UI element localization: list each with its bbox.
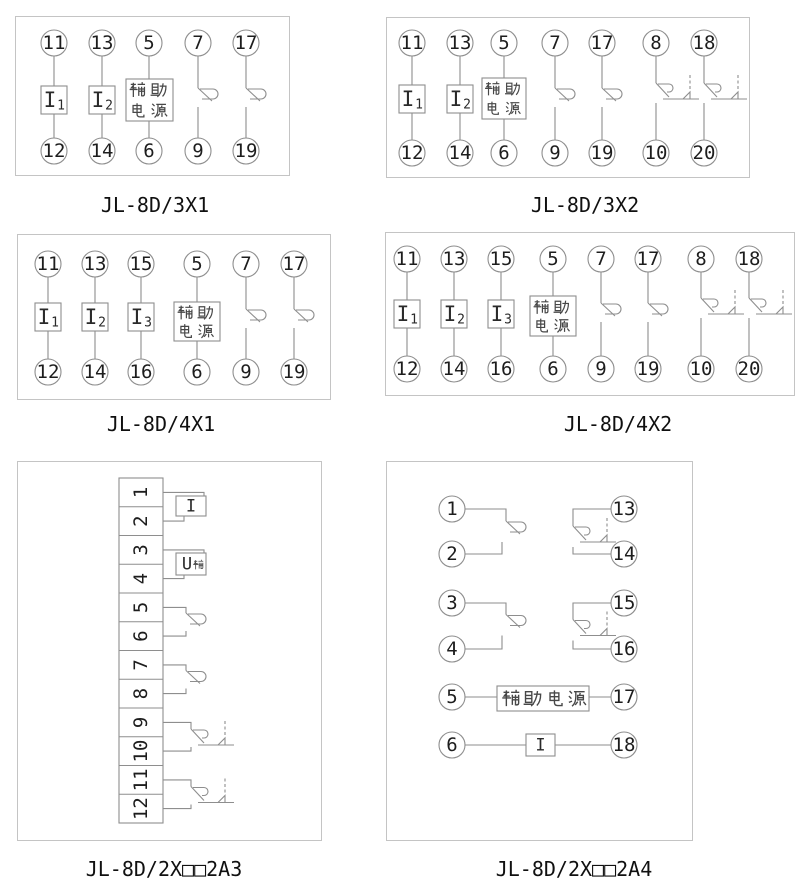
terminal <box>643 30 669 56</box>
no-contact-icon <box>246 88 266 101</box>
terminal-number: 10 <box>689 358 713 380</box>
terminal <box>185 138 211 164</box>
terminal <box>41 138 67 164</box>
terminal-number: 11 <box>130 768 152 792</box>
terminal-number: 14 <box>90 140 114 162</box>
terminal <box>611 590 637 616</box>
terminal-number: 1 <box>446 498 458 520</box>
panel-caption: JL-8D/4X1 <box>106 412 216 436</box>
terminal-number: 6 <box>547 358 559 380</box>
terminal-number: 5 <box>547 248 559 270</box>
terminal-number: 1 <box>130 486 152 499</box>
panel-caption: JL-8D/4X2 <box>563 412 673 436</box>
terminal <box>399 30 425 56</box>
coil-subscript: 2 <box>98 315 106 331</box>
panel-jl-8d-3x2 <box>386 17 750 178</box>
terminal-number: 18 <box>612 734 636 756</box>
terminal-number: 13 <box>90 32 114 54</box>
no-contact-icon <box>506 521 526 534</box>
terminal <box>588 246 614 272</box>
terminal-number: 17 <box>636 248 660 270</box>
delayed-contact-icon <box>573 612 616 636</box>
terminal <box>542 140 568 166</box>
delayed-contact-icon <box>704 75 747 99</box>
terminal <box>394 356 420 382</box>
no-contact-icon <box>186 671 206 684</box>
aux-power-box <box>174 302 220 341</box>
terminal-number: 17 <box>590 32 614 54</box>
terminal-number: 17 <box>234 32 258 54</box>
terminal <box>233 30 259 56</box>
aux-power-box <box>482 78 526 119</box>
coil-subscript: 2 <box>463 97 471 113</box>
terminal-number: 19 <box>282 361 306 383</box>
terminal <box>89 30 115 56</box>
current-coil-2 <box>82 303 108 331</box>
terminal <box>82 251 108 277</box>
terminal-number: 20 <box>737 358 761 380</box>
panel-jl-8d-3x1-diagram <box>16 17 289 175</box>
terminal-number: 9 <box>240 361 252 383</box>
terminal <box>491 140 517 166</box>
coil-subscript: 1 <box>410 312 418 328</box>
terminal <box>635 246 661 272</box>
coil-subscript: 1 <box>57 98 65 114</box>
terminal <box>439 732 465 758</box>
panel-caption: JL-8D/3X2 <box>530 193 640 217</box>
panel-jl-8d-2x2a4 <box>386 461 693 841</box>
terminal-number: 11 <box>42 32 66 54</box>
terminal-number: 2 <box>446 543 458 565</box>
terminal <box>447 30 473 56</box>
terminal-number: 19 <box>234 140 258 162</box>
terminal <box>441 356 467 382</box>
terminal <box>691 30 717 56</box>
terminal-number: 13 <box>442 248 466 270</box>
terminal-number: 3 <box>130 544 152 556</box>
terminal-number: 14 <box>612 543 636 565</box>
terminal-number: 8 <box>130 687 152 700</box>
terminal-number: 6 <box>143 140 155 162</box>
terminal-number: 12 <box>36 361 60 383</box>
panel-jl-8d-3x2-diagram <box>387 18 749 177</box>
terminal-number: 17 <box>282 253 306 275</box>
terminal <box>589 140 615 166</box>
current-coil-2 <box>447 85 473 113</box>
terminal <box>439 684 465 710</box>
terminal-number: 10 <box>644 142 668 164</box>
current-coil-1 <box>41 86 67 114</box>
terminal <box>488 356 514 382</box>
terminal-number: 5 <box>498 32 510 54</box>
terminal <box>611 684 637 710</box>
terminal-number: 5 <box>446 686 458 708</box>
coil-symbol: I <box>84 305 98 329</box>
terminal <box>736 246 762 272</box>
delayed-contact-icon <box>573 518 616 542</box>
terminal <box>540 246 566 272</box>
terminal <box>491 30 517 56</box>
no-contact-icon <box>294 309 314 322</box>
terminal-number: 19 <box>636 358 660 380</box>
no-contact-icon <box>648 303 668 316</box>
terminal <box>439 496 465 522</box>
terminal <box>184 359 210 385</box>
terminal <box>611 732 637 758</box>
terminal-number: 13 <box>83 253 107 275</box>
terminal <box>688 246 714 272</box>
terminal-number: 8 <box>650 32 662 54</box>
terminal-number: 9 <box>595 358 607 380</box>
terminal-number: 18 <box>692 32 716 54</box>
terminal-number: 9 <box>192 140 204 162</box>
terminal <box>233 359 259 385</box>
terminal-number: 14 <box>442 358 466 380</box>
terminal-number: 15 <box>489 248 513 270</box>
terminal <box>540 356 566 382</box>
terminal <box>136 30 162 56</box>
terminal-number: 12 <box>400 142 424 164</box>
coil-subscript: 1 <box>415 97 423 113</box>
coil-symbol: I <box>535 735 546 756</box>
terminal <box>611 496 637 522</box>
delayed-contact-icon <box>749 290 792 314</box>
panel-jl-8d-4x2-diagram <box>386 233 794 395</box>
terminal-number: 15 <box>129 253 153 275</box>
terminal-number: 8 <box>695 248 707 270</box>
no-contact-icon <box>198 88 218 101</box>
terminal-number: 13 <box>448 32 472 54</box>
terminal <box>439 541 465 567</box>
delayed-contact-icon <box>191 721 234 745</box>
terminal-number: 11 <box>36 253 60 275</box>
current-coil-2 <box>441 300 467 328</box>
terminal <box>35 251 61 277</box>
terminal-number: 12 <box>42 140 66 162</box>
terminal-number: 4 <box>446 638 458 660</box>
panel-jl-8d-4x2 <box>385 232 795 396</box>
terminal <box>281 251 307 277</box>
terminal-number: 5 <box>191 253 203 275</box>
terminal <box>611 636 637 662</box>
terminal-number: 6 <box>446 734 458 756</box>
terminal-number: 3 <box>446 592 458 614</box>
panel-caption: JL-8D/3X1 <box>100 193 210 217</box>
current-coil-2 <box>89 86 115 114</box>
panel-jl-8d-4x1-diagram <box>18 235 330 399</box>
terminal-number: 7 <box>240 253 252 275</box>
terminal-number: 7 <box>595 248 607 270</box>
terminal <box>439 636 465 662</box>
terminal-number: 11 <box>395 248 419 270</box>
coil-symbol: I <box>443 302 457 326</box>
terminal <box>128 359 154 385</box>
terminal <box>394 246 420 272</box>
terminal <box>611 541 637 567</box>
coil-symbol: I <box>37 305 51 329</box>
terminal <box>89 138 115 164</box>
terminal <box>643 140 669 166</box>
coil-subscript: 2 <box>457 312 465 328</box>
no-contact-icon <box>555 88 575 101</box>
terminal <box>488 246 514 272</box>
coil-symbol: I <box>91 88 105 112</box>
no-contact-icon <box>602 88 622 101</box>
terminal <box>233 138 259 164</box>
terminal <box>736 356 762 382</box>
aux-power-box <box>530 296 576 336</box>
terminal-number: 18 <box>737 248 761 270</box>
current-coil-box <box>526 734 555 756</box>
terminal-number: 16 <box>612 638 636 660</box>
current-coil-box <box>176 496 206 517</box>
panel-jl-8d-2x2a3-diagram <box>18 462 321 840</box>
terminal <box>447 140 473 166</box>
terminal <box>35 359 61 385</box>
delayed-contact-icon <box>656 75 699 99</box>
terminal <box>233 251 259 277</box>
terminal <box>588 356 614 382</box>
coil-symbol: I <box>449 87 463 111</box>
coil-symbol: I <box>130 305 144 329</box>
aux-power-box <box>126 79 173 121</box>
voltage-subscript-glyph <box>193 560 203 570</box>
terminal <box>542 30 568 56</box>
coil-subscript: 2 <box>105 98 113 114</box>
terminal-number: 7 <box>192 32 204 54</box>
terminal-number: 14 <box>448 142 472 164</box>
voltage-symbol: U <box>181 554 193 575</box>
terminal-number: 13 <box>612 498 636 520</box>
terminal-number: 5 <box>143 32 155 54</box>
delayed-contact-icon <box>701 290 744 314</box>
terminal-number: 4 <box>130 572 152 585</box>
panel-caption: JL-8D/2X□□2A3 <box>85 857 243 881</box>
aux-power-box <box>497 686 589 711</box>
terminal <box>185 30 211 56</box>
terminal-number: 6 <box>191 361 203 383</box>
terminal-number: 14 <box>83 361 107 383</box>
delayed-contact-icon <box>191 779 234 803</box>
no-contact-icon <box>246 309 266 322</box>
coil-symbol: I <box>396 302 410 326</box>
terminal <box>441 246 467 272</box>
terminal-number: 5 <box>130 601 152 614</box>
terminal <box>439 590 465 616</box>
terminal <box>399 140 425 166</box>
coil-symbol: I <box>185 496 197 517</box>
terminal <box>691 140 717 166</box>
terminal-number: 6 <box>498 142 510 164</box>
terminal-number: 11 <box>400 32 424 54</box>
terminal-number: 16 <box>489 358 513 380</box>
no-contact-icon <box>506 615 526 628</box>
terminal <box>82 359 108 385</box>
aux-voltage-box <box>176 553 206 575</box>
panel-caption: JL-8D/2X□□2A4 <box>495 857 653 881</box>
current-coil-3 <box>488 300 514 328</box>
terminal-number: 19 <box>590 142 614 164</box>
terminal-number: 9 <box>130 716 152 729</box>
terminal <box>635 356 661 382</box>
terminal-number: 12 <box>130 797 152 821</box>
panel-jl-8d-2x2a3 <box>17 461 322 841</box>
panel-jl-8d-3x1 <box>15 16 290 176</box>
terminal <box>184 251 210 277</box>
panel-jl-8d-4x1 <box>17 234 331 400</box>
terminal <box>688 356 714 382</box>
no-contact-icon <box>186 613 206 626</box>
coil-symbol: I <box>490 302 504 326</box>
coil-subscript: 3 <box>504 312 512 328</box>
coil-subscript: 1 <box>51 315 59 331</box>
panel-jl-8d-2x2a4-diagram <box>387 462 692 840</box>
terminal-number: 16 <box>129 361 153 383</box>
current-coil-1 <box>35 303 61 331</box>
terminal-number: 2 <box>130 515 152 527</box>
terminal <box>128 251 154 277</box>
terminal-number: 6 <box>130 630 152 642</box>
current-coil-3 <box>128 303 154 331</box>
terminal <box>281 359 307 385</box>
coil-symbol: I <box>401 87 415 111</box>
terminal-number: 9 <box>549 142 561 164</box>
terminal-number: 12 <box>395 358 419 380</box>
terminal-number: 17 <box>612 686 636 708</box>
terminal <box>589 30 615 56</box>
terminal-number: 7 <box>130 659 152 671</box>
current-coil-1 <box>399 85 425 113</box>
terminal-number: 20 <box>692 142 716 164</box>
terminal-number: 7 <box>549 32 561 54</box>
terminal-number: 10 <box>130 739 152 763</box>
coil-symbol: I <box>43 88 57 112</box>
terminal <box>41 30 67 56</box>
current-coil-1 <box>394 300 420 328</box>
terminal-number: 15 <box>612 592 636 614</box>
wires <box>163 492 204 808</box>
terminal <box>136 138 162 164</box>
no-contact-icon <box>601 303 621 316</box>
coil-subscript: 3 <box>144 315 152 331</box>
